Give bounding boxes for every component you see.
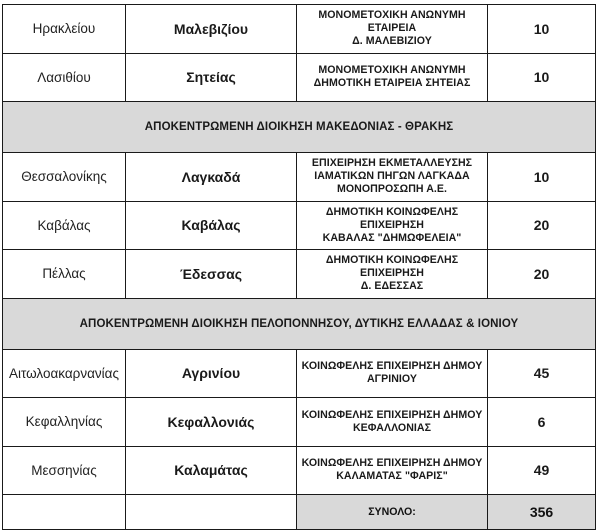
table-row	[3, 250, 596, 299]
municipality-cell: Μαλεβιζίου	[126, 5, 297, 54]
company-line: ΚΟΙΝΩΦΕΛΗΣ ΕΠΙΧΕΙΡΗΣΗ ΔΗΜΟΥ	[301, 360, 483, 373]
count-cell: 20	[488, 201, 596, 250]
prefecture-cell: Θεσσαλονίκης	[3, 153, 126, 202]
prefecture-cell: Πέλλας	[3, 250, 126, 299]
company-line: Δ. ΕΔΕΣΣΑΣ	[360, 280, 424, 293]
company-cell	[297, 446, 488, 495]
count-cell: 10	[488, 5, 596, 54]
company-line: ΕΠΙΧΕΙΡΗΣΗ ΕΚΜΕΤΑΛΛΕΥΣΗΣ	[311, 157, 473, 170]
prefecture-cell: Ηρακλείου	[3, 5, 126, 54]
table-row	[3, 446, 596, 495]
prefecture-cell: Κεφαλληνίας	[3, 398, 126, 447]
company-cell	[297, 5, 488, 54]
table-row	[3, 349, 596, 398]
company-line: ΔΗΜΟΤΙΚΗ ΚΟΙΝΩΦΕΛΗΣ ΕΠΙΧΕΙΡΗΣΗ	[325, 254, 459, 280]
empty-cell	[126, 495, 297, 530]
positions-table	[2, 4, 596, 530]
company-line: ΜΟΝΟΜΕΤΟΧΙΚΗ ΑΝΩΝΥΜΗ	[318, 64, 466, 77]
total-label: ΣΥΝΟΛΟ:	[297, 495, 488, 530]
table-row	[3, 398, 596, 447]
company-line: ΔΗΜΟΤΙΚΗ ΕΤΑΙΡΕΙΑ ΣΗΤΕΙΑΣ	[313, 77, 471, 90]
company-line: ΚΕΦΑΛΛΟΝΙΑΣ	[352, 421, 432, 434]
prefecture-cell: Αιτωλοακαρνανίας	[3, 349, 126, 398]
table-row	[3, 201, 596, 250]
section-header-row	[3, 298, 596, 349]
prefecture-cell: Καβάλας	[3, 201, 126, 250]
total-row	[3, 495, 596, 530]
count-cell: 10	[488, 53, 596, 102]
empty-cell	[3, 495, 126, 530]
company-line: ΚΑΛΑΜΑΤΑΣ "ΦΑΡΙΣ"	[336, 470, 448, 483]
company-cell	[297, 201, 488, 250]
municipality-cell: Αγρινίου	[126, 349, 297, 398]
company-line: ΚΟΙΝΩΦΕΛΗΣ ΕΠΙΧΕΙΡΗΣΗ ΔΗΜΟΥ	[301, 457, 483, 470]
company-line: ΙΑΜΑΤΙΚΩΝ ΠΗΓΩΝ ΛΑΓΚΑΔΑ	[314, 170, 470, 183]
count-cell: 6	[488, 398, 596, 447]
company-line: ΑΓΡΙΝΙΟΥ	[366, 373, 418, 386]
company-line: ΚΑΒΑΛΑΣ "ΔΗΜΩΦΕΛΕΙΑ"	[322, 231, 462, 244]
count-cell: 49	[488, 446, 596, 495]
municipality-cell: Σητείας	[126, 53, 297, 102]
company-cell	[297, 250, 488, 299]
section-header-row	[3, 102, 596, 153]
company-cell	[297, 153, 488, 202]
municipality-cell: Καλαμάτας	[126, 446, 297, 495]
company-cell	[297, 349, 488, 398]
count-cell: 10	[488, 153, 596, 202]
company-cell	[297, 398, 488, 447]
company-line: ΚΟΙΝΩΦΕΛΗΣ ΕΠΙΧΕΙΡΗΣΗ ΔΗΜΟΥ	[301, 408, 483, 421]
count-cell: 20	[488, 250, 596, 299]
section-title: ΑΠΟΚΕΝΤΡΩΜΕΝΗ ΔΙΟΙΚΗΣΗ ΜΑΚΕΔΟΝΙΑΣ - ΘΡΑΚΗΣ	[3, 102, 596, 153]
table-row	[3, 53, 596, 102]
company-cell	[297, 53, 488, 102]
table-row	[3, 5, 596, 54]
company-line: ΜΟΝΟΠΡΟΣΩΠΗ Α.Ε.	[336, 183, 448, 196]
prefecture-cell: Μεσσηνίας	[3, 446, 126, 495]
company-line: ΜΟΝΟΜΕΤΟΧΙΚΗ ΑΝΩΝΥΜΗ ΕΤΑΙΡΕΙΑ	[318, 9, 466, 35]
municipality-cell: Έδεσσας	[126, 250, 297, 299]
table-row	[3, 153, 596, 202]
section-title: ΑΠΟΚΕΝΤΡΩΜΕΝΗ ΔΙΟΙΚΗΣΗ ΠΕΛΟΠΟΝΝΗΣΟΥ, ΔΥΤΙΚΗΣ ΕΛΛΑΔΑΣ & ΙΟΝΙΟΥ	[3, 298, 596, 349]
company-line: Δ. ΜΑΛΕΒΙΖΙΟΥ	[352, 35, 432, 48]
count-cell: 45	[488, 349, 596, 398]
municipality-cell: Λαγκαδά	[126, 153, 297, 202]
company-line: ΔΗΜΟΤΙΚΗ ΚΟΙΝΩΦΕΛΗΣ ΕΠΙΧΕΙΡΗΣΗ	[325, 205, 459, 231]
municipality-cell: Κεφαλλονιάς	[126, 398, 297, 447]
total-value: 356	[488, 495, 596, 530]
prefecture-cell: Λασιθίου	[3, 53, 126, 102]
municipality-cell: Καβάλας	[126, 201, 297, 250]
